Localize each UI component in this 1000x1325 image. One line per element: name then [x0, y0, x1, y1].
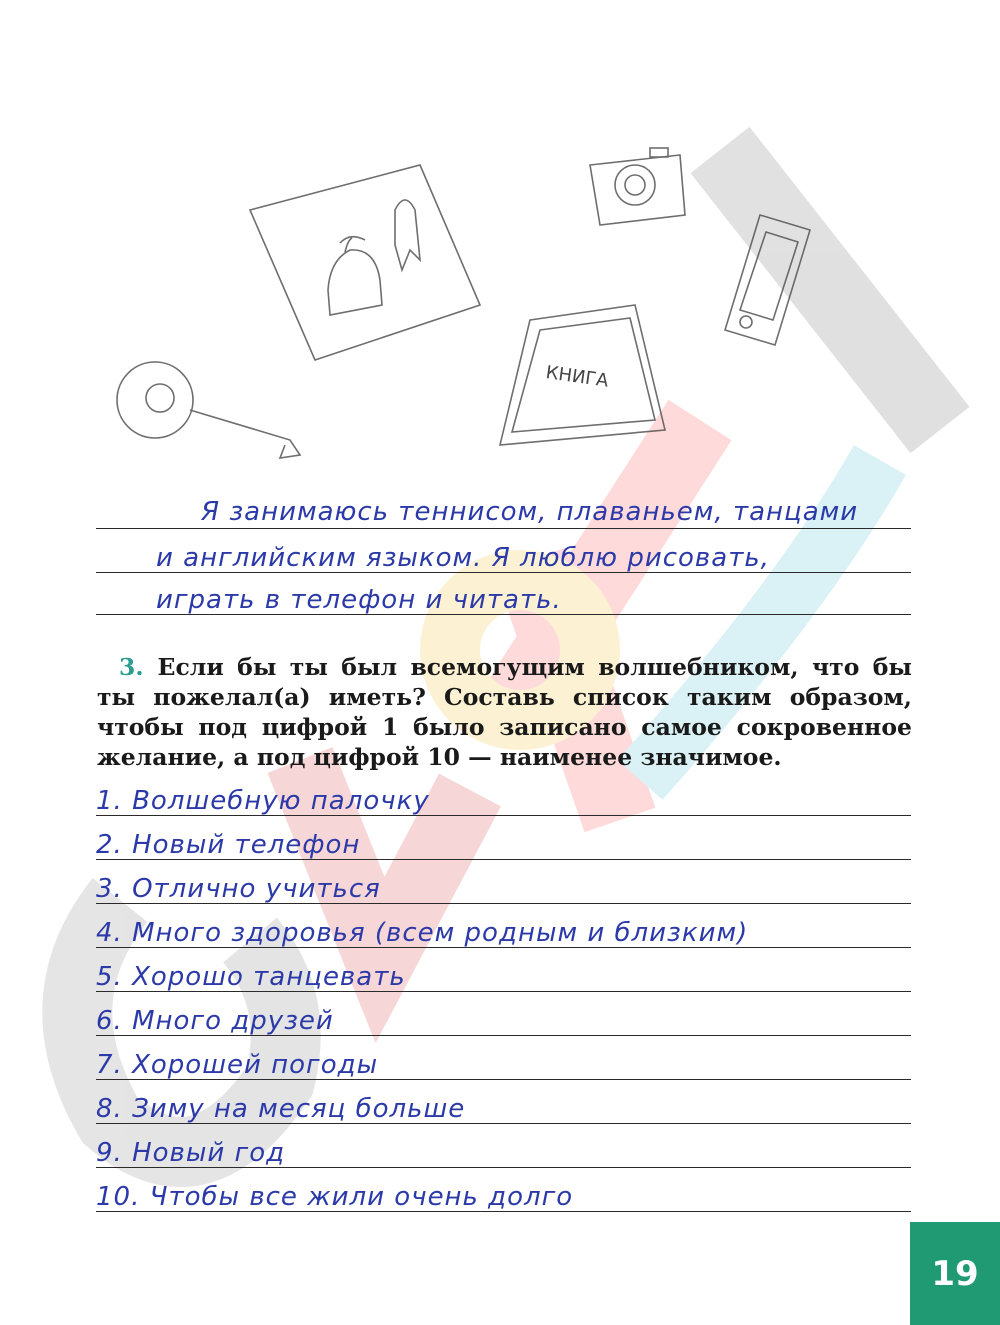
wish-line-7: 7. Хорошей погоды [96, 1050, 379, 1080]
key-icon [117, 362, 300, 458]
wish-line-10: 10. Чтобы все жили очень долго [96, 1182, 574, 1212]
phone-icon [725, 215, 810, 345]
answer-line-2: и английским языком. Я люблю рисовать, [156, 543, 770, 573]
wish-line-2: 2. Новый телефон [96, 830, 361, 860]
task-block [97, 652, 912, 772]
picture-frame-icon [250, 165, 480, 360]
wish-line-4: 4. Много здоровья (всем родным и близким) [96, 918, 749, 948]
wish-line-8: 8. Зиму на месяц больше [96, 1094, 466, 1124]
wish-line-3: 3. Отлично учиться [96, 874, 381, 904]
book-label: КНИГА [544, 362, 610, 392]
wish-line-5: 5. Хорошо танцевать [96, 962, 406, 992]
task-text: Если бы ты был всемогущим волшебником, что бы ты пожелал(а) иметь? Составь список таким образом, чтобы под цифрой 1 было записано самое сокровенное желание, а под цифрой 10 — наименее значимое. [97, 653, 912, 771]
page-number: 19 [931, 1253, 979, 1294]
wish-line-1: 1. Волшебную палочку [96, 786, 430, 816]
page-number-badge [910, 1222, 1000, 1325]
answer-line-1: Я занимаюсь теннисом, плаваньем, танцами [201, 497, 859, 527]
wish-line-6: 6. Много друзей [96, 1006, 334, 1036]
task-number: 3. [119, 653, 144, 681]
camera-icon [590, 148, 685, 225]
answer-line-3: играть в телефон и читать. [156, 585, 562, 615]
wish-line-9: 9. Новый год [96, 1138, 286, 1168]
pencil-drawing [90, 140, 970, 480]
